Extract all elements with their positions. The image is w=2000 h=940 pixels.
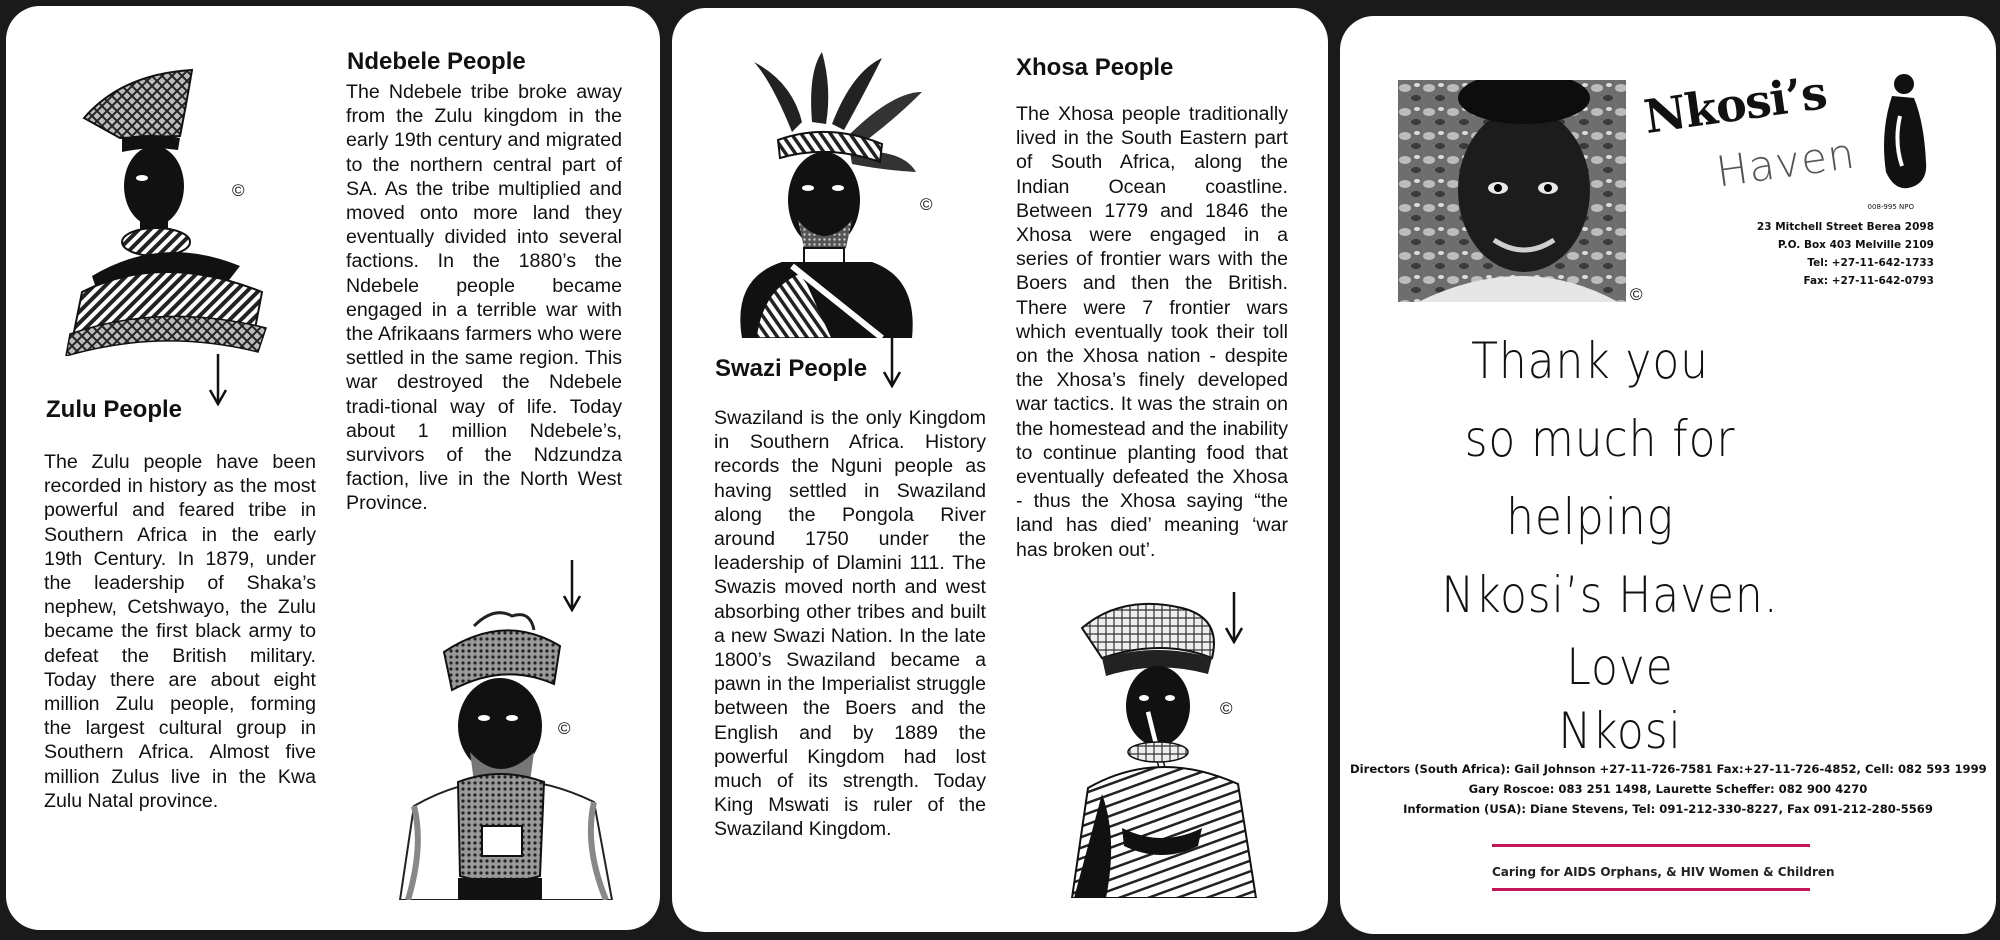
address-line: Tel: +27-11-642-1733 bbox=[1807, 257, 1934, 269]
swazi-heading: Swazi People bbox=[715, 355, 868, 382]
logo-text-line1: Nkosi’s bbox=[1640, 65, 1830, 144]
arrow-down-icon bbox=[882, 336, 902, 388]
xhosa-text: The Xhosa people traditionally lived in the South Eastern part of South Africa, along the Indian Ocean coastline. Between 1779 and 1846 the Xhosa were engaged in a series of frontier wars with the Boers and then the British. There were 7 frontier wars which eventually took their toll on the Xhosa nation - despite the Xhosa’s finely developed war tactics. It was the strain on the homestead and the inability to continue planting food that eventually defeated the Xhosa - thus the Xhosa saying “the land has died’ meaning ‘war has broken out’. bbox=[1016, 103, 1288, 561]
npo-number: 008-995 NPO bbox=[1867, 203, 1914, 211]
copyright-mark: © bbox=[232, 181, 245, 200]
handwritten-line: Thank you bbox=[1471, 332, 1709, 390]
arrow-down-icon bbox=[208, 354, 228, 406]
arrow-down-icon bbox=[562, 560, 582, 612]
address-line: P.O. Box 403 Melville 2109 bbox=[1777, 239, 1934, 251]
directors-line: Gary Roscoe: 083 251 1498, Laurette Scheffer: 082 900 4270 bbox=[1468, 782, 1868, 796]
zulu-woman-illustration bbox=[62, 66, 282, 356]
handwritten-line: Love bbox=[1566, 638, 1674, 696]
swazi-text: Swaziland is the only Kingdom in Southern Africa. History records the Nguni people as having settled in Swaziland along the Pongola River around 1750 under the leadership of Dlamini 111. The Swazis moved north and west absorbing other tribes and built a new Swazi Nation. In the late 1800’s Swaziland became a pawn in the Imperialist struggle between the Boers and the English and by 1889 the powerful Kingdom had lost much of its strength. Today King Mswati is ruler of the Swaziland Kingdom. bbox=[714, 407, 986, 841]
swazi-man-illustration bbox=[732, 52, 922, 338]
directors-line: Directors (South Africa): Gail Johnson +27-11-726-7581 Fax:+27-11-726-4852, Cell: 082 593 1999 bbox=[1350, 762, 1987, 776]
ndebele-text: The Ndebele tribe broke away from the Zulu kingdom in the early 19th century and migrated to the northern central part of SA. As the tribe multiplied and moved onto more land they eventually divided into several factions. In the 1880’s the Ndebele people became engaged in a terrible war with the Afrikaans farmers who were settled in the same region. This war destroyed the Ndebele tradi-tional way of life. Today about 1 million Ndebele’s, survivors of the Ndzundza faction, live in the North West Province. bbox=[346, 81, 622, 515]
child-photo bbox=[1398, 80, 1626, 302]
card-panel-zulu-ndebele bbox=[6, 6, 660, 930]
copyright-mark: © bbox=[1630, 285, 1643, 304]
ndebele-man-illustration bbox=[394, 606, 620, 900]
card-panel-swazi-xhosa bbox=[672, 8, 1328, 932]
address-line: 23 Mitchell Street Berea 2098 bbox=[1756, 221, 1934, 233]
copyright-mark: © bbox=[1220, 699, 1233, 718]
zulu-text: The Zulu people have been recorded in history as the most powerful and feared tribe in Southern Africa in the early 19th Century. In 1879, under the leadership of Shaka’s nephew, Cetshwayo, the Zulu became the first black army to defeat the British military. Today there are about eight million Zulu people, forming the largest cultural group in Southern Africa. Almost five million Zulus live in the Kwa Zulu Natal province. bbox=[44, 451, 316, 812]
xhosa-heading: Xhosa People bbox=[1016, 54, 1174, 81]
handwritten-line: Nkosi bbox=[1558, 702, 1682, 760]
accent-divider bbox=[1492, 888, 1810, 891]
zulu-heading: Zulu People bbox=[46, 396, 183, 423]
logo-text-line2: Haven bbox=[1713, 128, 1859, 197]
xhosa-woman-illustration bbox=[1062, 598, 1272, 898]
handwritten-line: helping bbox=[1506, 488, 1674, 546]
copyright-mark: © bbox=[558, 719, 571, 738]
accent-divider bbox=[1492, 844, 1810, 847]
directors-line: Information (USA): Diane Stevens, Tel: 091-212-330-8227, Fax 091-212-280-5569 bbox=[1403, 802, 1933, 816]
tagline: Caring for AIDS Orphans, & HIV Women & Children bbox=[1492, 865, 1835, 879]
address-line: Fax: +27-11-642-0793 bbox=[1803, 275, 1934, 287]
ndebele-heading: Ndebele People bbox=[347, 48, 526, 75]
handwritten-line: Nkosi’s Haven. bbox=[1441, 566, 1779, 624]
copyright-mark: © bbox=[920, 195, 933, 214]
handwritten-line: so much for bbox=[1464, 410, 1736, 468]
card-panel-nkosis-haven bbox=[1340, 16, 1996, 934]
logo-figure-icon bbox=[1880, 72, 1932, 190]
